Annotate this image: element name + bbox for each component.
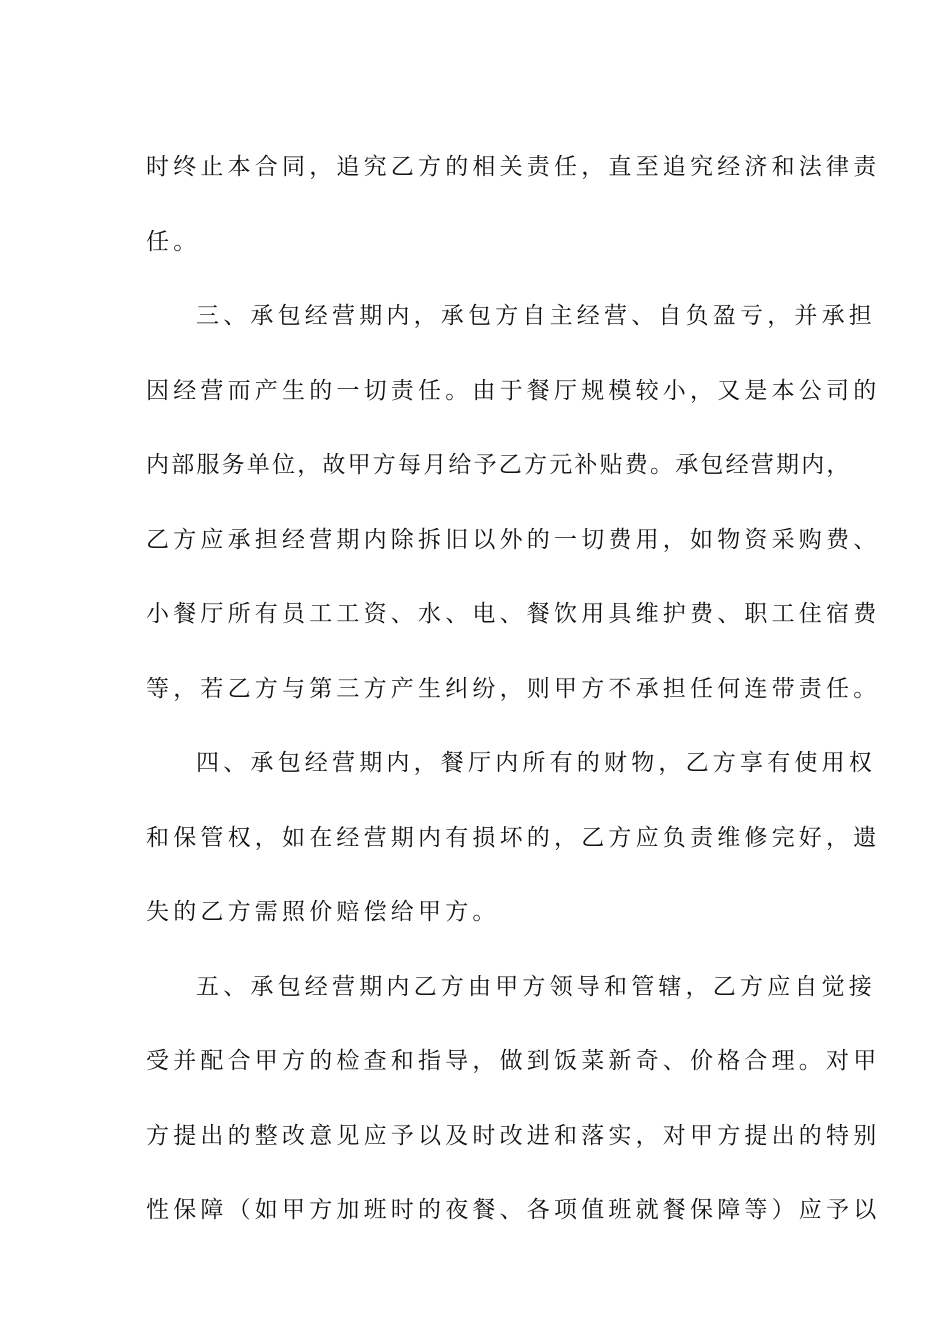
text-line: 和保管权，如在经营期内有损坏的，乙方应负责维修完好，遗 — [146, 824, 881, 851]
text-line: 因经营而产生的一切责任。由于餐厅规模较小，又是本公司的 — [146, 377, 881, 404]
text-line: 任。 — [146, 228, 201, 255]
text-line: 乙方应承担经营期内除拆旧以外的一切费用，如物资采购费、 — [146, 526, 881, 553]
text-line: 方提出的整改意见应予以及时改进和落实，对甲方提出的特别 — [146, 1122, 881, 1149]
text-line: 小餐厅所有员工工资、水、电、餐饮用具维护费、职工住宿费 — [146, 601, 881, 627]
document-body — [146, 130, 881, 1248]
text-line: 时终止本合同，追究乙方的相关责任，直至追究经济和法律责 — [146, 154, 881, 180]
text-line: 内部服务单位，故甲方每月给予乙方元补贴费。承包经营期内， — [146, 452, 852, 478]
text-line: 受并配合甲方的检查和指导，做到饭菜新奇、价格合理。对甲 — [146, 1048, 881, 1074]
text-line: 等，若乙方与第三方产生纠纷，则甲方不承担任何连带责任。 — [146, 675, 881, 702]
paragraph-start-line: 五、承包经营期内乙方由甲方领导和管辖，乙方应自觉接 — [196, 973, 876, 1000]
text-line: 性保障（如甲方加班时的夜餐、各项值班就餐保障等）应予以 — [146, 1197, 881, 1223]
paragraph-start-line: 四、承包经营期内，餐厅内所有的财物，乙方享有使用权 — [196, 750, 876, 776]
paragraph-start-line: 三、承包经营期内，承包方自主经营、自负盈亏，并承担 — [196, 303, 876, 329]
text-line: 失的乙方需照价赔偿给甲方。 — [146, 899, 500, 925]
